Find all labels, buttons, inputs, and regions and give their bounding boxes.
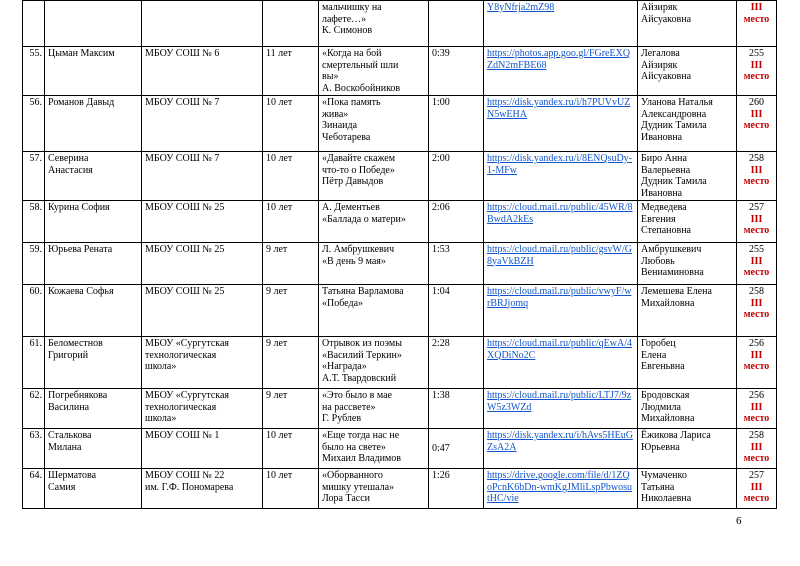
duration-cell: 2:06: [429, 201, 484, 243]
cell-line: Сталькова: [48, 430, 92, 441]
cell-line: Курина София: [48, 202, 110, 213]
video-link[interactable]: https://cloud.mail.ru/public/gsvW/G8yaVkBZH: [487, 244, 632, 267]
cell-line: Кожаева Софья: [48, 286, 114, 297]
school-cell: [142, 152, 263, 201]
cell-line: Александровна: [641, 108, 707, 120]
cell-line: Горобец: [641, 338, 676, 349]
cell-line: Легалова: [641, 48, 680, 59]
participant-name-cell: [45, 337, 142, 389]
place-badge: III место: [743, 108, 770, 131]
place-badge: III место: [743, 441, 770, 464]
work-cell: [319, 389, 429, 429]
participant-name-cell: [45, 243, 142, 285]
cell-line: Чумаченко: [641, 470, 687, 481]
place-badge: III место: [743, 349, 770, 372]
cell-line: Татьяна: [641, 481, 675, 493]
table-row: [23, 389, 777, 429]
cell-line: «Победа»: [322, 297, 364, 309]
row-number-cell: [23, 1, 45, 47]
cell-line: А. Воскобойников: [322, 82, 401, 94]
row-number-cell: 57.: [23, 152, 45, 201]
age-cell: 9 лет: [263, 243, 319, 285]
table-row: [23, 47, 777, 96]
row-number-cell: 61.: [23, 337, 45, 389]
age-cell: 10 лет: [263, 469, 319, 509]
school-cell: [142, 337, 263, 389]
row-number-cell: 64.: [23, 469, 45, 509]
score-value: 260: [749, 97, 764, 108]
cell-line: Михайловна: [641, 413, 695, 424]
row-number-cell: 63.: [23, 429, 45, 469]
results-table: [22, 0, 777, 509]
score-value: 257: [749, 202, 764, 213]
place-badge: III место: [743, 2, 770, 25]
teacher-cell: [638, 152, 737, 201]
cell-line: жива»: [322, 108, 349, 120]
score-cell: [737, 152, 777, 201]
cell-line: МБОУ СОШ № 7: [145, 97, 220, 108]
cell-line: Лора Тасси: [322, 493, 370, 504]
teacher-cell: [638, 285, 737, 337]
duration-cell: 1:00: [429, 96, 484, 152]
duration-cell: 0:47: [429, 429, 484, 469]
cell-line: Медведева: [641, 202, 687, 213]
duration-cell: 1:38: [429, 389, 484, 429]
score-cell: [737, 285, 777, 337]
table-row: [23, 337, 777, 389]
cell-line: Валерьевна: [641, 164, 691, 176]
cell-line: Евгеньвна: [641, 361, 685, 372]
score-cell: [737, 469, 777, 509]
score-value: 255: [749, 244, 764, 255]
video-link[interactable]: https://cloud.mail.ru/public/45WR/8BwdA2kEs: [487, 202, 633, 225]
age-cell: 10 лет: [263, 201, 319, 243]
score-cell: [737, 389, 777, 429]
video-link[interactable]: https://disk.yandex.ru/i/h7PUVvUZN5wEHA: [487, 97, 631, 120]
participant-name-cell: [45, 285, 142, 337]
score-cell: [737, 201, 777, 243]
age-cell: 10 лет: [263, 96, 319, 152]
cell-line: технологическая: [145, 401, 217, 413]
work-cell: [319, 96, 429, 152]
cell-line: «Баллада о матери»: [322, 213, 406, 225]
work-cell: [319, 429, 429, 469]
cell-line: Беломестнов: [48, 338, 103, 349]
cell-line: на рассвете»: [322, 401, 376, 413]
teacher-cell: [638, 337, 737, 389]
table-row: [23, 243, 777, 285]
cell-line: Татьяна Варламова: [322, 286, 404, 297]
place-badge: III место: [743, 59, 770, 82]
video-link[interactable]: https://cloud.mail.ru/public/vwyF/wrBRJjomq: [487, 286, 632, 309]
cell-line: Юрьевна: [641, 441, 680, 453]
cell-line: мишку утешала»: [322, 481, 395, 493]
cell-line: «В день 9 мая»: [322, 255, 386, 267]
cell-line: Ивановна: [641, 187, 683, 199]
cell-line: Михайловна: [641, 297, 695, 309]
table-row: [23, 96, 777, 152]
video-link[interactable]: https://photos.app.goo.gl/FGreEXQZdN2mFBE68: [487, 48, 631, 71]
score-cell: [737, 243, 777, 285]
participant-name-cell: [45, 469, 142, 509]
cell-line: МБОУ СОШ № 22: [145, 470, 225, 481]
place-badge: III место: [743, 213, 770, 236]
cell-line: А.Т. Твардовский: [322, 372, 397, 384]
cell-line: Айсуаковна: [641, 13, 692, 25]
video-link[interactable]: https://drive.google.com/file/d/1ZQoPcnK6bDn-wmKgJMliLspPbwosutHC/vie: [487, 470, 633, 504]
cell-line: Василина: [48, 401, 90, 413]
video-link-cell: [484, 337, 638, 389]
school-cell: [142, 389, 263, 429]
cell-line: Л. Амбрушкевич: [322, 244, 395, 255]
row-number-cell: 58.: [23, 201, 45, 243]
cell-line: Пётр Давыдов: [322, 176, 384, 187]
score-cell: [737, 429, 777, 469]
participant-name-cell: [45, 152, 142, 201]
cell-line: Милана: [48, 441, 82, 453]
cell-line: Амбрушкевич: [641, 244, 702, 255]
cell-line: МБОУ СОШ № 6: [145, 48, 220, 59]
duration-cell: 1:53: [429, 243, 484, 285]
score-cell: [737, 1, 777, 47]
cell-line: Самия: [48, 481, 76, 493]
participant-name-cell: [45, 389, 142, 429]
cell-line: Погребнякова: [48, 390, 108, 401]
cell-line: «Это было в мае: [322, 390, 392, 401]
cell-line: вы»: [322, 71, 339, 82]
cell-line: Романов Давыд: [48, 97, 115, 108]
score-cell: [737, 96, 777, 152]
cell-line: Степановна: [641, 225, 691, 236]
cell-line: «Василий Теркин»: [322, 349, 402, 361]
cell-line: «Когда на бой: [322, 48, 382, 59]
cell-line: «Еще тогда нас не: [322, 430, 400, 441]
cell-line: Лемешева Елена: [641, 286, 712, 297]
video-link-cell: [484, 285, 638, 337]
cell-line: Анастасия: [48, 164, 93, 176]
cell-line: Уланова Наталья: [641, 97, 713, 108]
participant-name-cell: [45, 96, 142, 152]
work-cell: [319, 469, 429, 509]
page-number: 6: [736, 515, 742, 527]
score-value: 255: [749, 48, 764, 59]
teacher-cell: [638, 469, 737, 509]
table-row: [23, 469, 777, 509]
cell-line: Евгения: [641, 213, 676, 225]
cell-line: Григорий: [48, 349, 89, 361]
cell-line: МБОУ СОШ № 1: [145, 430, 220, 441]
cell-line: лафете…»: [322, 13, 367, 25]
school-cell: [142, 1, 263, 47]
cell-line: МБОУ СОШ № 25: [145, 286, 225, 297]
cell-line: Михаил Владимов: [322, 453, 401, 464]
cell-line: школа»: [145, 413, 177, 424]
cell-line: Юрьева Рената: [48, 244, 113, 255]
cell-line: Чеботарева: [322, 131, 371, 143]
teacher-cell: [638, 1, 737, 47]
cell-line: было на свете»: [322, 441, 386, 453]
cell-line: Любовь: [641, 255, 675, 267]
cell-line: Цыман Максим: [48, 48, 115, 59]
score-value: 258: [749, 286, 764, 297]
score-value: 258: [749, 430, 764, 441]
cell-line: им. Г.Ф. Пономарева: [145, 481, 234, 493]
cell-line: МБОУ «Сургутская: [145, 338, 230, 349]
work-cell: [319, 152, 429, 201]
participant-name-cell: [45, 429, 142, 469]
school-cell: [142, 429, 263, 469]
school-cell: [142, 285, 263, 337]
duration-cell: 1:04: [429, 285, 484, 337]
score-cell: [737, 47, 777, 96]
cell-line: мальчишку на: [322, 2, 382, 13]
cell-line: что-то о Победе»: [322, 164, 395, 176]
work-cell: [319, 337, 429, 389]
video-link[interactable]: https://cloud.mail.ru/public/LTJ7/9zW5z3WZd: [487, 390, 632, 413]
video-link-cell: [484, 201, 638, 243]
place-badge: III место: [743, 481, 770, 504]
score-value: 256: [749, 390, 764, 401]
video-link-cell: [484, 47, 638, 96]
cell-line: школа»: [145, 361, 177, 372]
school-cell: [142, 47, 263, 96]
video-link[interactable]: https://cloud.mail.ru/public/qEwA/4XQDiNo2C: [487, 338, 632, 361]
score-value: 257: [749, 470, 764, 481]
school-cell: [142, 201, 263, 243]
table-row: [23, 152, 777, 201]
score-cell: [737, 337, 777, 389]
cell-line: Елена: [641, 349, 667, 361]
age-cell: 9 лет: [263, 285, 319, 337]
row-number-cell: 60.: [23, 285, 45, 337]
score-value: 258: [749, 153, 764, 164]
cell-line: Айзиряк: [641, 59, 678, 71]
table-row: [23, 429, 777, 469]
work-cell: [319, 285, 429, 337]
cell-line: Северина: [48, 153, 89, 164]
cell-line: МБОУ СОШ № 7: [145, 153, 220, 164]
work-cell: [319, 201, 429, 243]
cell-line: «Давайте скажем: [322, 153, 396, 164]
video-link-cell: [484, 96, 638, 152]
table-row: [23, 1, 777, 47]
cell-line: «Оборванного: [322, 470, 383, 481]
cell-line: МБОУ «Сургутская: [145, 390, 230, 401]
cell-line: смертельный шли: [322, 59, 399, 71]
teacher-cell: [638, 389, 737, 429]
cell-line: Айсуаковна: [641, 71, 692, 82]
cell-line: Шерматова: [48, 470, 97, 481]
video-link-cell: [484, 469, 638, 509]
teacher-cell: [638, 243, 737, 285]
video-link-cell: [484, 429, 638, 469]
cell-line: Зинаида: [322, 120, 358, 131]
participant-name-cell: [45, 1, 142, 47]
cell-line: Людмила: [641, 401, 681, 413]
row-number-cell: 55.: [23, 47, 45, 96]
cell-line: «Награда»: [322, 361, 367, 372]
work-cell: [319, 1, 429, 47]
video-link[interactable]: https://disk.yandex.ru/i/hAvs5HEuGZsA2A: [487, 430, 633, 453]
duration-cell: 1:26: [429, 469, 484, 509]
row-number-cell: 59.: [23, 243, 45, 285]
cell-line: Г. Рублев: [322, 413, 362, 424]
age-cell: 9 лет: [263, 389, 319, 429]
school-cell: [142, 96, 263, 152]
teacher-cell: [638, 47, 737, 96]
teacher-cell: [638, 201, 737, 243]
teacher-cell: [638, 429, 737, 469]
cell-line: Дудник Тамила: [641, 120, 707, 131]
duration-cell: 2:28: [429, 337, 484, 389]
participant-name-cell: [45, 201, 142, 243]
school-cell: [142, 243, 263, 285]
video-link-cell: [484, 152, 638, 201]
cell-line: А. Дементьев: [322, 202, 380, 213]
cell-line: МБОУ СОШ № 25: [145, 244, 225, 255]
video-link[interactable]: https://disk.yandex.ru/i/8ENQsuDy-1-MFw: [487, 153, 632, 176]
cell-line: Айзиряк: [641, 2, 678, 13]
cell-line: МБОУ СОШ № 25: [145, 202, 225, 213]
video-link-cell: [484, 1, 638, 47]
place-badge: III место: [743, 401, 770, 424]
school-cell: [142, 469, 263, 509]
table-row: [23, 285, 777, 337]
age-cell: 9 лет: [263, 337, 319, 389]
cell-line: Биро Анна: [641, 153, 687, 164]
video-link[interactable]: Y8yNfrja2mZ98: [487, 2, 555, 13]
work-cell: [319, 47, 429, 96]
age-cell: 10 лет: [263, 152, 319, 201]
duration-cell: [429, 1, 484, 47]
place-badge: III место: [743, 255, 770, 278]
cell-line: Вениаминовна: [641, 267, 704, 278]
duration-cell: 0:39: [429, 47, 484, 96]
score-value: 256: [749, 338, 764, 349]
cell-line: технологическая: [145, 349, 217, 361]
cell-line: Ёжикова Лариса: [641, 430, 711, 441]
row-number-cell: 56.: [23, 96, 45, 152]
cell-line: Ивановна: [641, 131, 683, 143]
place-badge: III место: [743, 164, 770, 187]
cell-line: Отрывок из поэмы: [322, 338, 402, 349]
duration-cell: 2:00: [429, 152, 484, 201]
table-row: [23, 201, 777, 243]
cell-line: Дудник Тамила: [641, 176, 707, 187]
age-cell: 11 лет: [263, 47, 319, 96]
place-badge: III место: [743, 297, 770, 320]
cell-line: Бродовская: [641, 390, 690, 401]
video-link-cell: [484, 389, 638, 429]
video-link-cell: [484, 243, 638, 285]
row-number-cell: 62.: [23, 389, 45, 429]
cell-line: Николаевна: [641, 493, 692, 504]
cell-line: «Пока память: [322, 97, 381, 108]
work-cell: [319, 243, 429, 285]
age-cell: 10 лет: [263, 429, 319, 469]
teacher-cell: [638, 96, 737, 152]
participant-name-cell: [45, 47, 142, 96]
cell-line: К. Симонов: [322, 25, 373, 36]
age-cell: [263, 1, 319, 47]
